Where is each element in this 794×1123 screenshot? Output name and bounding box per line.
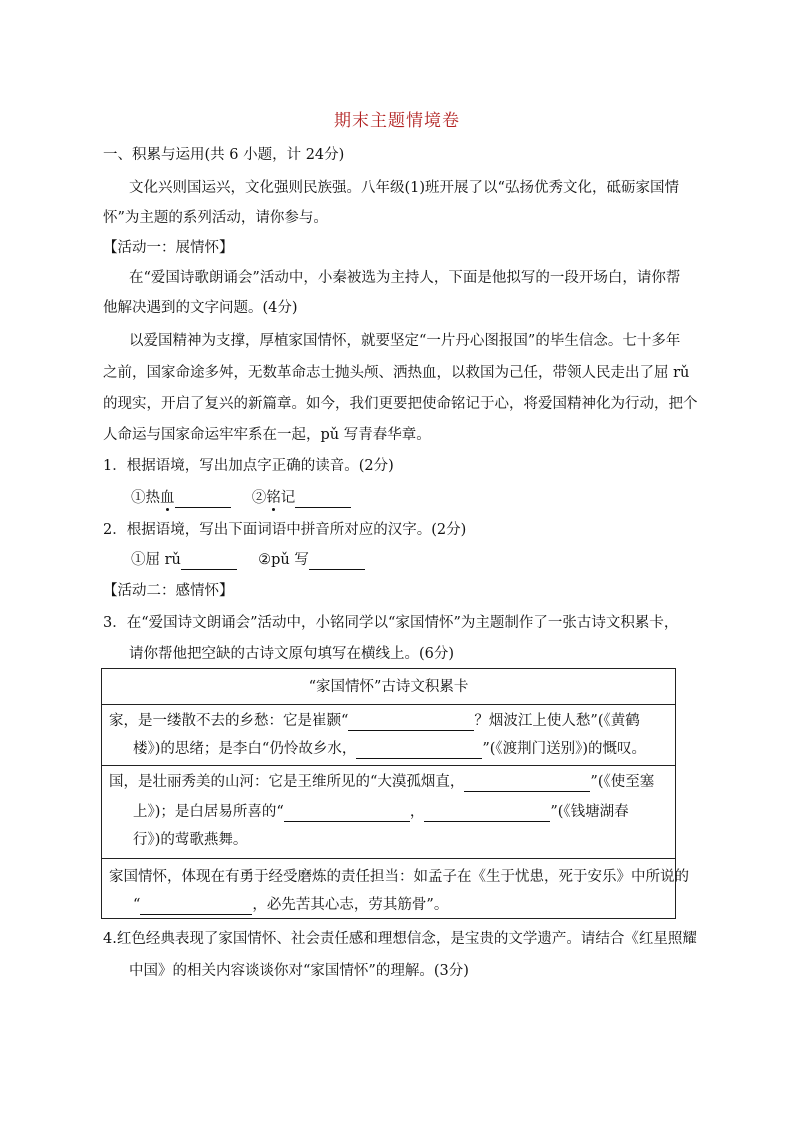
card-row1-blank-1[interactable] [348,714,474,731]
passage-line-3-c: 记于心，将爱国精神化为行动，把个 [465,396,698,412]
card-row2-text-a: 国，是壮丽秀美的山河：它是王维所见的“大漠孤烟直， [109,774,465,790]
card-row-country [102,765,675,856]
card-row3-line-1: 家国情怀，体现在有勇于经受磨炼的责任担当：如孟子在《生于忧患，死于安乐》中所说的 [109,869,689,885]
card-row1-text-d: ”(《渡荆门送别》)的慨叹。 [482,741,647,757]
passage-line-2: 之前，国家命途多舛，无数革命志士抛头颅、洒热血，以救国为己任，带领人民走出了屈 rǔ [103,365,690,381]
passage-word-ming: 铭 [451,396,466,412]
activity1-desc-line-2: 他解决遇到的文字问题。(4分) [103,300,298,316]
q1-item1-prefix: ①热 [131,490,160,506]
card-row2-comma: ， [409,804,425,820]
card-row3-line-2 [133,895,448,915]
q1-answer-blank-1[interactable] [175,491,231,508]
card-row2-line-2 [133,802,629,822]
card-row3-text-a: “ [133,897,141,913]
q1-items [131,488,351,508]
q1-stem: 1．根据语境，写出加点字正确的读音。(2分) [103,458,394,474]
q2-answer-blank-1[interactable] [181,553,237,570]
card-row2-line-1 [109,772,654,792]
q1-item2-suffix: 记 [280,490,296,506]
card-row1-text-c: 楼》)的思绪；是李白“仍怜故乡水， [133,741,357,757]
q4-line-1: 4.红色经典表现了家国情怀、社会责任感和理想信念，是宝贵的文学遗产。请结合《红星照耀 [103,931,697,947]
card-row1-line-1 [109,711,640,731]
q1-answer-blank-2[interactable] [295,491,351,508]
card-row3-text-b: ，必先苦其心志，劳其筋骨”。 [252,897,449,913]
intro-line-1: 文化兴则国运兴，文化强则民族强。八年级(1)班开展了以“弘扬优秀文化，砥砺家国情 [129,180,679,196]
card-row1-blank-2[interactable] [356,742,482,759]
intro-line-2: 怀”为主题的系列活动，请你参与。 [103,210,328,226]
card-title: “家国情怀”古诗文积累卡 [308,679,469,695]
card-row-responsibility [102,858,689,919]
card-row2-blank-1[interactable] [464,775,590,792]
card-row1-line-2 [133,739,646,759]
q3-stem-line-2: 请你帮他把空缺的古诗文原句填写在横线上。(6分) [129,646,455,662]
card-row1-text-a: 家，是一缕散不去的乡愁：它是崔颢“ [109,713,349,729]
q2-item1-label: ①屈 rǔ [131,552,181,568]
q2-item2-label: ②pǔ 写 [258,552,309,568]
q2-items [131,550,365,570]
q1-item2-dotted-char: 铭 [266,490,281,506]
passage-line-4: 人命运与国家命运牢牢系在一起，pǔ 写青春华章。 [103,427,431,443]
section-heading: 一、积累与运用(共 6 小题，计 24分) [103,147,345,163]
q1-item1-dotted-char: 血 [160,490,175,506]
activity2-heading: 【活动二：感情怀】 [103,583,234,599]
card-row2-blank-2[interactable] [284,805,410,822]
page-title: 期末主题情境卷 [334,111,460,131]
card-row1-text-b: ？烟波江上使人愁”(《黄鹤 [474,713,640,729]
card-row2-text-b: ”(《使至塞 [590,774,655,790]
card-row2-blank-3[interactable] [424,805,550,822]
card-row2-text-c: 上》)；是白居易所喜的“ [133,804,284,820]
activity1-heading: 【活动一：展情怀】 [103,240,234,256]
q4-line-2: 中国》的相关内容谈谈你对“家国情怀”的理解。(3分) [129,963,469,979]
card-row-home [102,704,675,755]
activity1-desc-line-1: 在“爱国诗歌朗诵会”活动中，小秦被选为主持人，下面是他拟写的一段开场白，请你帮 [129,270,681,286]
q2-answer-blank-2[interactable] [309,553,365,570]
passage-line-1: 以爱国精神为支撑，厚植家国情怀，就要坚定“一片丹心图报国”的毕生信念。七十多年 [129,333,681,349]
poetry-accumulation-card [101,668,689,919]
q2-stem: 2．根据语境，写出下面词语中拼音所对应的汉字。(2分) [103,522,467,538]
q3-stem-line-1: 3．在“爱国诗文朗诵会”活动中，小铭同学以“家国情怀”为主题制作了一张古诗文积累卡， [103,615,679,631]
passage-line-3-a: 的现实，开启了复兴的新篇章。如今，我们更要把使命 [103,396,451,412]
passage-line-3 [103,394,698,414]
card-row2-text-d: ”(《钱塘湖春 [550,804,629,820]
q1-item2-prefix: ② [251,490,267,506]
card-row2-line-3: 行》)的莺歌燕舞。 [133,832,248,848]
card-row3-blank-1[interactable] [140,898,252,915]
